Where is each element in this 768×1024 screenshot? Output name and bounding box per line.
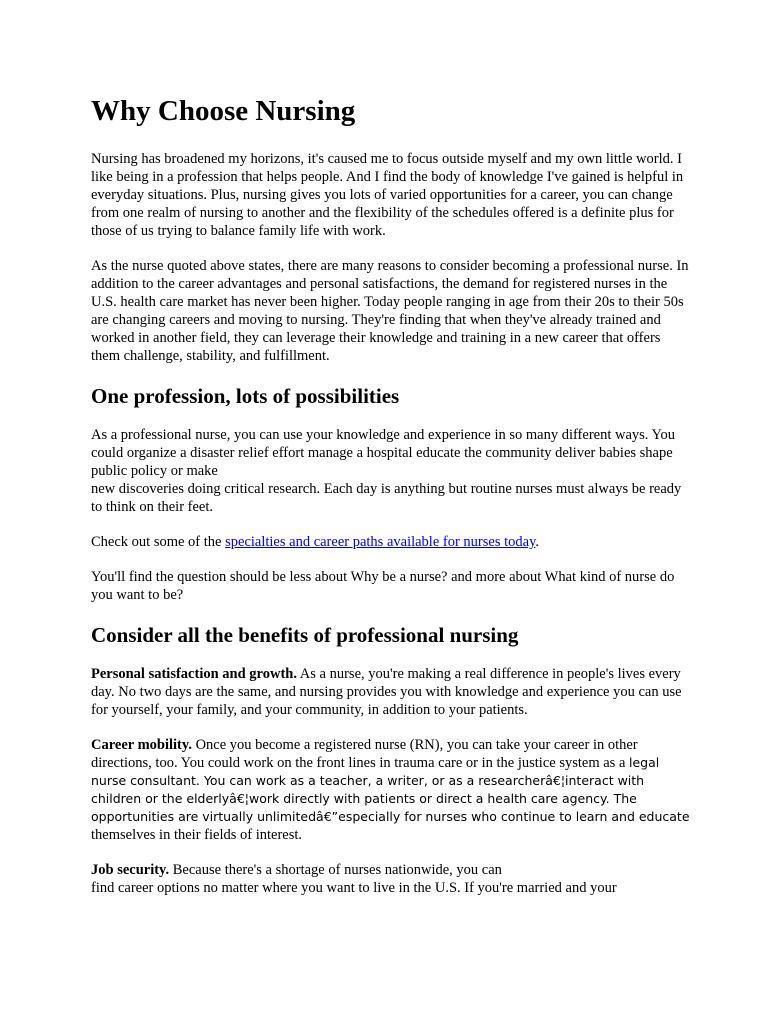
- benefit-text-mobility-1: Once you become a registered nurse (RN), you can take your career in other directions, too. You could work on the front lines in trauma care or in the justice system as a: [91, 737, 638, 771]
- benefit-text-personal: As a nurse, you're making a real difference in people's lives every day. No two days are the same, and nursing provides you with knowledge and experience you can use for yourself, your family, and your community, in addition to your patients.: [91, 666, 682, 718]
- benefit-job-security: [91, 861, 691, 897]
- benefit-lead-security: Job security.: [91, 862, 170, 878]
- benefit-personal-satisfaction: [91, 665, 691, 719]
- possibilities-text-1: As a professional nurse, you can use your knowledge and experience in so many different ways. You could organize a disaster relief effort manage a hospital educate the community deliver babies shape public policy or make: [91, 427, 676, 479]
- intro-paragraph-1: Nursing has broadened my horizons, it's caused me to focus outside myself and my own little world. I like being in a profession that helps people. And I find the body of knowledge I've gained is helpful in everyday situations. Plus, nursing gives you lots of varied opportunities for a career, you can change from one realm of nursing to another and the flexibility of the schedules offered is a definite plus for those of us trying to balance family life with work.: [91, 151, 684, 239]
- section-heading-possibilities: One profession, lots of possibilities: [91, 384, 400, 408]
- benefit-lead-mobility: Career mobility.: [91, 737, 192, 753]
- benefit-text-mobility-3: themselves in their fields of interest.: [91, 827, 303, 843]
- possibilities-paragraph-1: [91, 426, 691, 516]
- section-heading-benefits: Consider all the benefits of professional nursing: [91, 623, 519, 647]
- specialties-link[interactable]: specialties and career paths available for nurses today: [225, 534, 536, 550]
- benefit-lead-personal: Personal satisfaction and growth.: [91, 666, 297, 682]
- benefit-text-security-1: Because there's a shortage of nurses nationwide, you can: [169, 862, 502, 878]
- specialties-paragraph: [91, 533, 691, 551]
- article: [91, 92, 691, 914]
- question-paragraph: You'll find the question should be less about Why be a nurse? and more about What kind of nurse do you want to be?: [91, 569, 675, 603]
- specialties-text-after: .: [535, 534, 540, 550]
- specialties-text-before: Check out some of the: [91, 534, 226, 550]
- page-title: Why Choose Nursing: [91, 95, 356, 127]
- benefit-career-mobility: [91, 736, 691, 844]
- benefit-text-security-2: find career options no matter where you want to live in the U.S. If you're married and your: [91, 880, 617, 896]
- benefit-text-mobility-2: legal nurse consultant. You can work as a teacher, a writer, or as a researcherâ€¦interact with children or the elderlyâ€¦work directly with patients or direct a health care agency. The opportunities are virtually unlimitedâ€”especially for nurses who continue to learn and educate: [91, 755, 690, 824]
- intro-paragraph-2: As the nurse quoted above states, there are many reasons to consider becoming a professional nurse. In addition to the career advantages and personal satisfactions, the demand for registered nurses in the U.S. health care market has never been higher. Today people ranging in age from their 20s to their 50s are changing careers and moving to nursing. They're finding that when they've already trained and worked in another field, they can leverage their knowledge and training in a new career that offers them challenge, stability, and fulfillment.: [91, 258, 689, 364]
- possibilities-text-2: new discoveries doing critical research. Each day is anything but routine nurses must always be ready to think on their feet.: [91, 481, 682, 515]
